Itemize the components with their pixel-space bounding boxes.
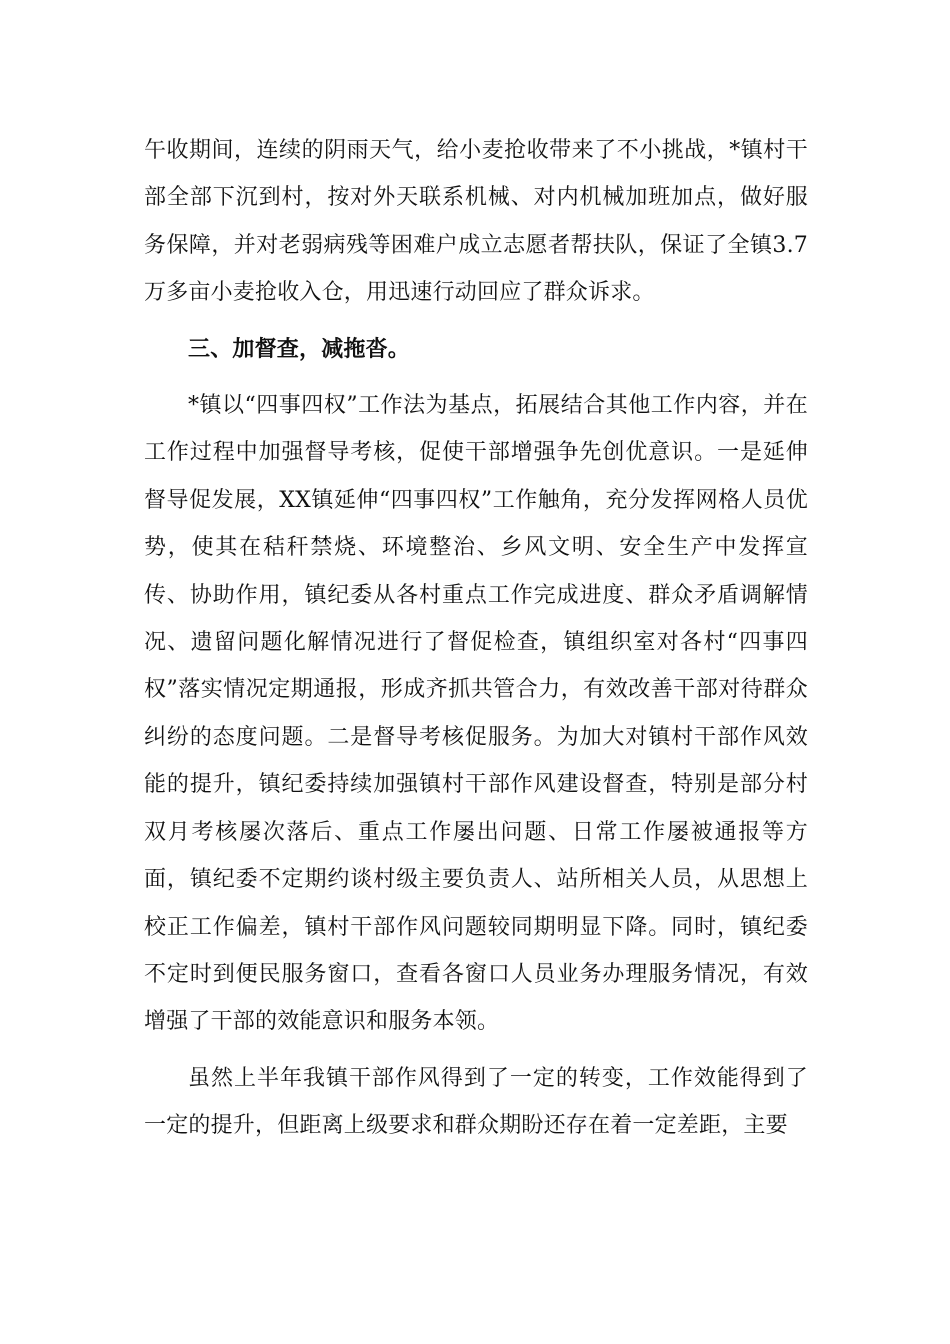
paragraph-summary: 虽然上半年我镇干部作风得到了一定的转变，工作效能得到了一定的提升，但距离上级要求和群众期盼还存在着一定差距，主要 bbox=[144, 1065, 808, 1139]
section-heading: 三、加督查，减拖沓。 bbox=[188, 335, 411, 362]
document-body bbox=[144, 127, 808, 1150]
paragraph-continuation: 午收期间，连续的阴雨天气，给小麦抢收带来了不小挑战，*镇村干部全部下沉到村，按对外天联系机械、对内机械加班加点，做好服务保障，并对老弱病残等困难户成立志愿者帮扶队，保证了全镇3.7万多亩小麦抢收入仓，用迅速行动回应了群众诉求。 bbox=[144, 138, 808, 306]
paragraph-supervision: *镇以“四事四权”工作法为基点，拓展结合其他工作内容，并在工作过程中加强督导考核，促使干部增强争先创优意识。一是延伸督导促发展，XX镇延伸“四事四权”工作触角，充分发挥网格人员优势，使其在秸秆禁烧、环境整治、乡风文明、安全生产中发挥宣传、协助作用，镇纪委从各村重点工作完成进度、群众矛盾调解情况、遗留问题化解情况进行了督促检查，镇组织室对各村“四事四权”落实情况定期通报，形成齐抓共管合力，有效改善干部对待群众纠纷的态度问题。二是督导考核促服务。为加大对镇村干部作风效能的提升，镇纪委持续加强镇村干部作风建设督查，特别是部分村双月考核屡次落后、重点工作屡出问题、日常工作屡被通报等方面，镇纪委不定期约谈村级主要负责人、站所相关人员，从思想上校正工作偏差，镇村干部作风问题较同期明显下降。同时，镇纪委不定时到便民服务窗口，查看各窗口人员业务办理服务情况，有效增强了干部的效能意识和服务本领。 bbox=[144, 393, 808, 1035]
